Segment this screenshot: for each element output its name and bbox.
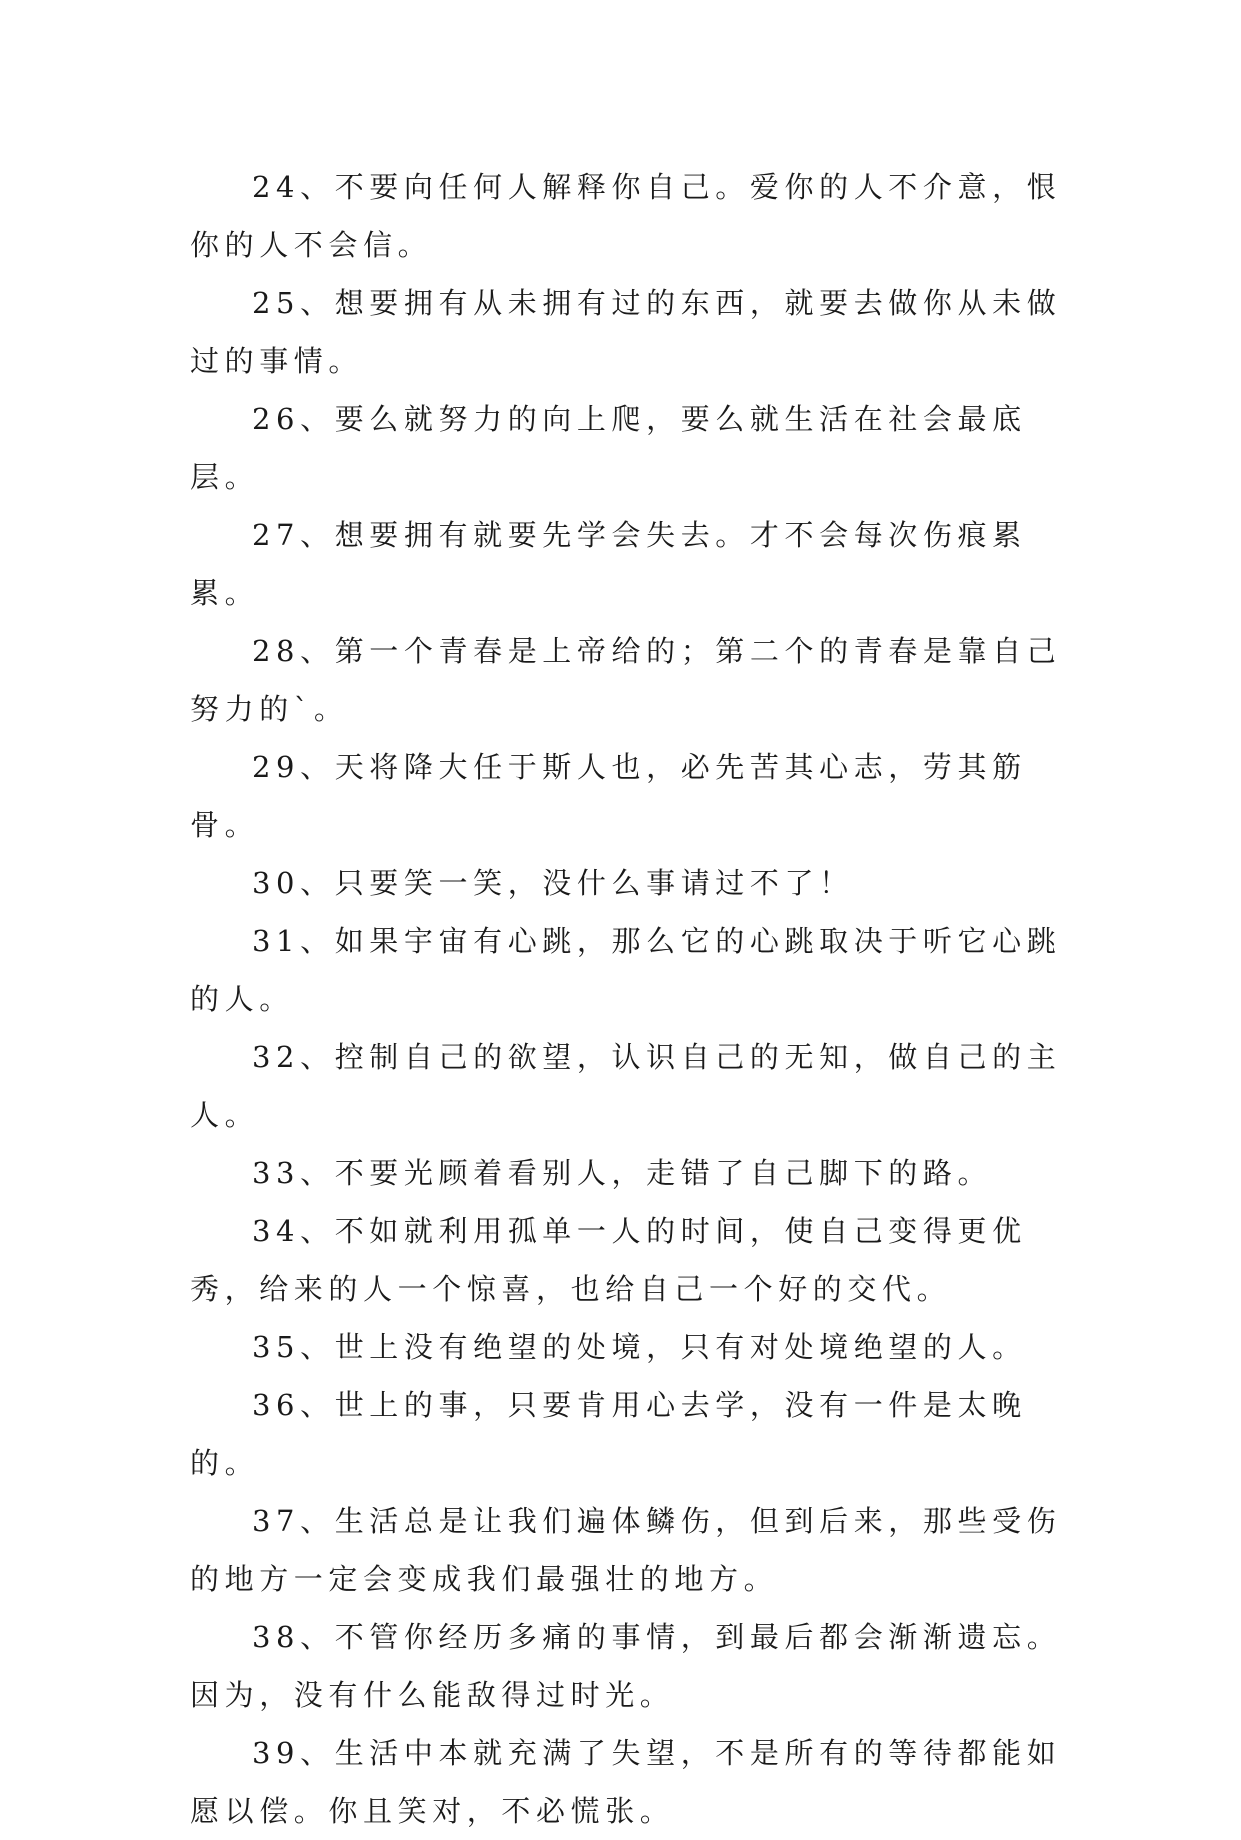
paragraph-33: 33、不要光顾着看别人，走错了自己脚下的路。 bbox=[252, 1156, 993, 1190]
paragraph-38: 38、不管你经历多痛的事情，到最后都会渐渐遗忘。因为，没有什么能敌得过时光。 bbox=[190, 1620, 1062, 1712]
paragraph-30: 30、只要笑一笑，没什么事请过不了！ bbox=[252, 866, 854, 900]
paragraph-25: 25、想要拥有从未拥有过的东西，就要去做你从未做过的事情。 bbox=[190, 286, 1062, 378]
document-body bbox=[190, 158, 1070, 1840]
paragraph-26: 26、要么就努力的向上爬，要么就生活在社会最底层。 bbox=[190, 402, 1027, 494]
paragraph-34: 34、不如就利用孤单一人的时间，使自己变得更优秀，给来的人一个惊喜，也给自己一个好的交代。 bbox=[190, 1214, 1027, 1306]
paragraph-31: 31、如果宇宙有心跳，那么它的心跳取决于听它心跳的人。 bbox=[190, 924, 1062, 1016]
paragraph-37: 37、生活总是让我们遍体鳞伤，但到后来，那些受伤的地方一定会变成我们最强壮的地方。 bbox=[190, 1504, 1062, 1596]
paragraph-27: 27、想要拥有就要先学会失去。才不会每次伤痕累累。 bbox=[190, 518, 1027, 610]
paragraph-24: 24、不要向任何人解释你自己。爱你的人不介意，恨你的人不会信。 bbox=[190, 170, 1062, 262]
paragraph-29: 29、天将降大任于斯人也，必先苦其心志，劳其筋骨。 bbox=[190, 750, 1027, 842]
paragraph-35: 35、世上没有绝望的处境，只有对处境绝望的人。 bbox=[252, 1330, 1027, 1364]
paragraph-36: 36、世上的事，只要肯用心去学，没有一件是太晚的。 bbox=[190, 1388, 1027, 1480]
paragraph-39: 39、生活中本就充满了失望，不是所有的等待都能如愿以偿。你且笑对，不必慌张。 bbox=[190, 1736, 1062, 1828]
paragraph-32: 32、控制自己的欲望，认识自己的无知，做自己的主人。 bbox=[190, 1040, 1062, 1132]
paragraph-28: 28、第一个青春是上帝给的；第二个的青春是靠自己努力的`。 bbox=[190, 634, 1062, 726]
